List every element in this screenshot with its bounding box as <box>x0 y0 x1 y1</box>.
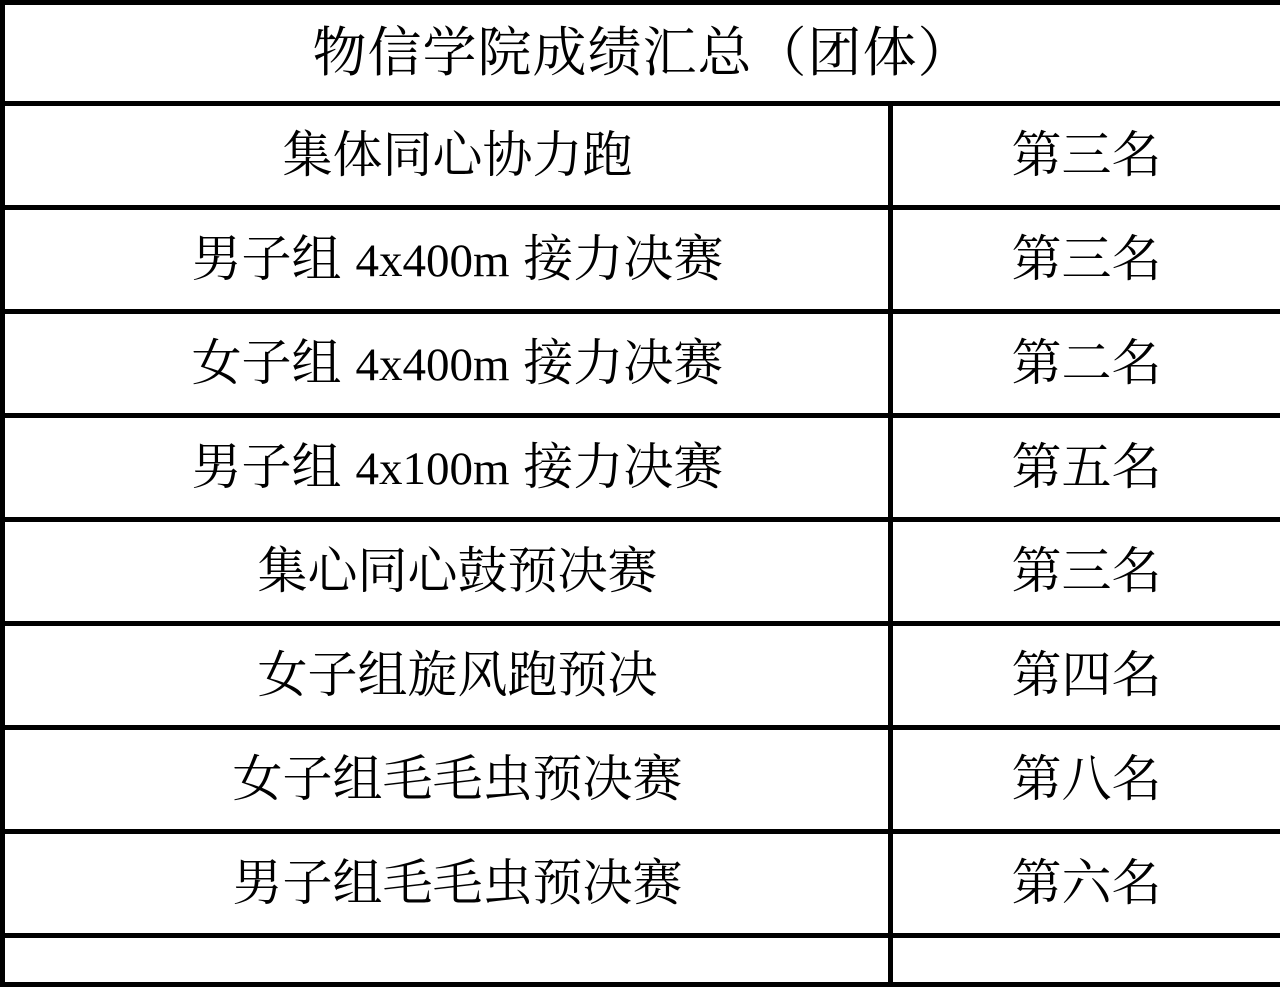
event-rank: 第八名 <box>891 728 1280 832</box>
table-title-row <box>3 3 1280 104</box>
table-row <box>3 728 1280 832</box>
event-name-suffix: 接力决赛 <box>510 439 724 495</box>
event-name <box>3 312 891 416</box>
event-rank: 第三名 <box>891 104 1280 208</box>
event-name-suffix: 接力决赛 <box>510 335 724 391</box>
event-name-prefix: 男子组 <box>192 231 356 287</box>
event-rank: 第六名 <box>891 832 1280 936</box>
results-table-body <box>3 3 1280 985</box>
event-name-number: 4x400m <box>355 235 509 287</box>
event-name <box>3 832 891 936</box>
event-name-prefix: 集体同心协力跑 <box>283 127 633 183</box>
table-row <box>3 312 1280 416</box>
event-name-prefix: 集心同心鼓预决赛 <box>258 543 658 599</box>
event-name <box>3 520 891 624</box>
event-rank: 第四名 <box>891 624 1280 728</box>
spacer-right <box>891 936 1280 985</box>
table-row <box>3 104 1280 208</box>
event-name <box>3 208 891 312</box>
event-rank: 第二名 <box>891 312 1280 416</box>
page-title: 物信学院成绩汇总（团体） <box>3 3 1280 104</box>
event-name-number: 4x100m <box>355 443 509 495</box>
event-name-suffix: 接力决赛 <box>510 231 724 287</box>
table-row <box>3 208 1280 312</box>
event-name-prefix: 女子组旋风跑预决 <box>258 647 658 703</box>
table-row <box>3 416 1280 520</box>
event-name <box>3 104 891 208</box>
event-name <box>3 624 891 728</box>
table-row <box>3 624 1280 728</box>
event-rank: 第五名 <box>891 416 1280 520</box>
event-name <box>3 728 891 832</box>
event-name-prefix: 男子组 <box>192 439 356 495</box>
table-row <box>3 832 1280 936</box>
spacer-left <box>3 936 891 985</box>
table-bottom-spacer <box>3 936 1280 985</box>
event-rank: 第三名 <box>891 520 1280 624</box>
event-name-prefix: 女子组 <box>192 335 356 391</box>
event-name-prefix: 男子组毛毛虫预决赛 <box>233 855 683 911</box>
event-name-number: 4x400m <box>355 339 509 391</box>
event-rank: 第三名 <box>891 208 1280 312</box>
table-row <box>3 520 1280 624</box>
event-name-prefix: 女子组毛毛虫预决赛 <box>233 751 683 807</box>
event-name <box>3 416 891 520</box>
